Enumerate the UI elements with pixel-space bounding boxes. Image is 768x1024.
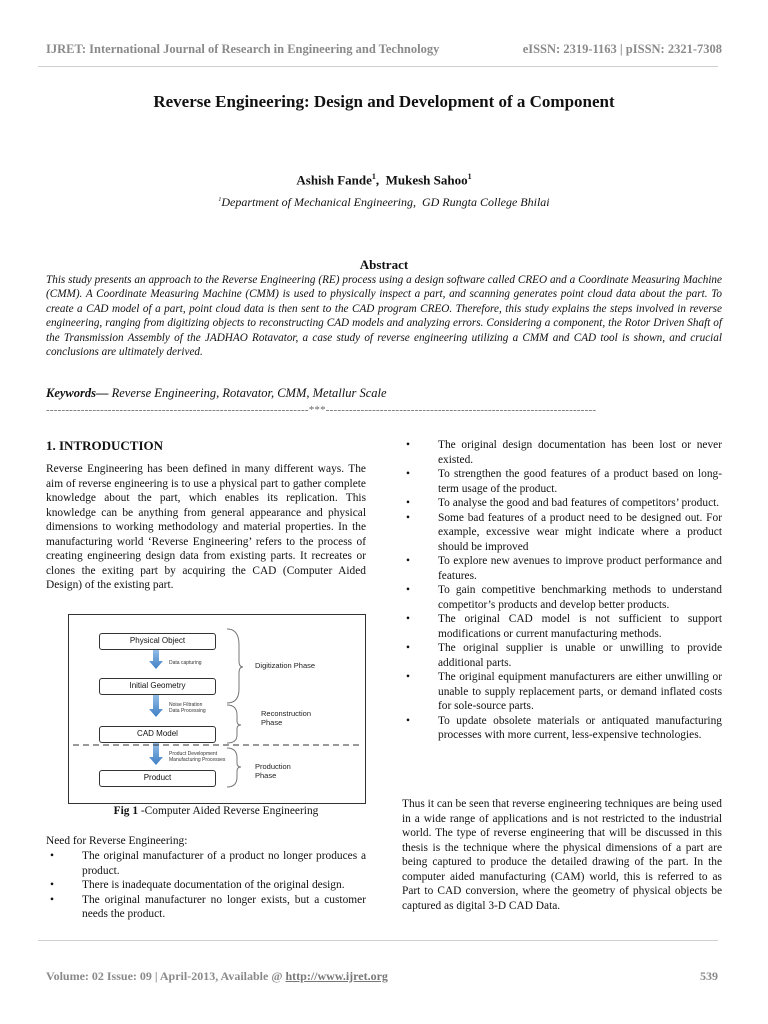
figure-caption-label: Fig 1	[113, 805, 139, 817]
intro-heading: 1. INTRODUCTION	[46, 438, 164, 453]
list-item: • The original supplier is unable or unwilling to provide additional parts.	[402, 641, 722, 670]
keywords-label: Keywords—	[46, 386, 109, 400]
phase-production-1: Production	[255, 762, 291, 771]
abstract-heading: Abstract	[359, 257, 409, 272]
label-data-processing: Data Processing	[169, 708, 206, 714]
abstract-text: This study presents an approach to the Reverse Engineering (RE) process using a design software called CREO and a Coordinate Measuring Machine (CMM). A Coordinate Measuring Machine (CMM) is used to physically inspect a part, and scanning generates point cloud data about the part. To create a CAD model of a part, point cloud data is then sent to the CAD program CREO. Therefore, this study explains the steps involved in reverse engineering, ranging from digitizing objects to reconstructing CAD models and analyzing errors. Considering a component, the Rotor Driven Shaft of the Transmission Assembly of the JADHAO Rotavator, a case study of reverse engineering utilizing a CMM and CAD tool is shown, and crucial conclusions are ultimately derived.	[46, 274, 722, 359]
header-rule	[38, 66, 718, 67]
brace-production	[227, 748, 241, 787]
figure-1	[68, 614, 366, 804]
affiliation-text: Department of Mechanical Engineering, GD Rungta College Bhilai	[221, 195, 550, 209]
label-data-capturing: Data capturing	[169, 660, 202, 666]
phase-reconstruction-1: Reconstruction	[261, 709, 312, 718]
list-item: • The original manufacturer no longer exists, but a customer needs the product.	[46, 893, 366, 922]
box-cad-model: CAD Model	[99, 726, 216, 743]
paper-title: Reverse Engineering: Design and Development of a Component	[153, 92, 615, 111]
affiliation	[0, 195, 768, 210]
intro-paragraph: Reverse Engineering has been defined in many different ways. The aim of reverse engineering is to use a physical part to gather complete knowledge about the part, which enables its replication. This knowledge can be anything from general appearance and physical dimensions to working methodology and material properties. In the manufacturing world ‘Reverse Engineering’ refers to the process of creating engineering design data from existing parts. It recreates or clones the exiting part by acquiring the CAD (Computer Aided Design) of the existing part.	[46, 463, 366, 591]
keywords-text: Reverse Engineering, Rotavator, CMM, Metallur Scale	[108, 386, 387, 400]
list-item: • The original design documentation has been lost or never existed.	[402, 438, 722, 467]
box-product: Product	[99, 770, 216, 787]
author-1: Ashish Fande	[296, 172, 372, 188]
figure-caption-text: -Computer Aided Reverse Engineering	[138, 805, 319, 817]
list-item: • Some bad features of a product need to be designed out. For example, excessive wear might indicate where a product should be improved	[402, 511, 722, 555]
box-physical-object: Physical Object	[99, 633, 216, 650]
footer-volume	[46, 969, 388, 984]
list-item: • To gain competitive benchmarking methods to understand competitor’s products and develop better products.	[402, 583, 722, 612]
keywords	[46, 386, 387, 401]
need-heading: Need for Reverse Engineering:	[46, 835, 188, 847]
author-2: Mukesh Sahoo	[385, 172, 468, 188]
phase-reconstruction-2: Phase	[261, 718, 283, 727]
need-list-left	[46, 849, 366, 922]
phase-digitization: Digitization Phase	[255, 661, 316, 670]
need-list-right	[402, 438, 722, 743]
footer-link[interactable]: http://www.ijret.org	[285, 969, 388, 983]
figure-caption	[68, 805, 364, 817]
arrow-1	[149, 648, 163, 669]
list-item: • To update obsolete materials or antiquated manufacturing processes with more current, less-expensive technologies.	[402, 714, 722, 743]
label-product-development: Product Development	[169, 751, 218, 757]
list-item: • The original manufacturer of a product no longer produces a product.	[46, 849, 366, 878]
brace-digitization	[227, 629, 243, 703]
list-item: • There is inadequate documentation of the original design.	[46, 878, 366, 893]
label-manufacturing-processes: Manufacturing Processes	[169, 757, 226, 763]
authors	[0, 172, 768, 188]
affiliation-sup: 1	[218, 197, 222, 203]
section-separator: --------------------------------------------------------------------***----------------------------------------------------------------------	[46, 404, 597, 416]
conclusion-paragraph: Thus it can be seen that reverse engineering techniques are being used in a wide range of applications and is not restricted to the industrial world. The type of reverse engineering that will be discussed in this thesis is the technique where the physical dimensions of a part are being captured to produce the detailed drawing of the part. In the computer aided manufacturing (CAM) world, this is referred to as Part to CAD conversion, where the geometry of physical objects be captured as digital 3-D CAD Data.	[402, 798, 722, 912]
box-initial-geometry: Initial Geometry	[99, 678, 216, 695]
page-number: 539	[700, 969, 718, 983]
author-separator: ,	[375, 172, 386, 188]
footer-volume-text: Volume: 02 Issue: 09 | April-2013, Available @	[46, 969, 286, 983]
author-1-sup: 1	[371, 172, 376, 181]
arrow-2	[149, 693, 163, 717]
journal-header: IJRET: International Journal of Research in Engineering and Technology	[46, 42, 440, 56]
footer-rule	[38, 940, 718, 941]
list-item: • To strengthen the good features of a product based on long-term usage of the product.	[402, 467, 722, 496]
phase-production-2: Phase	[255, 771, 277, 780]
list-item: • To analyse the good and bad features of competitors’ product.	[402, 496, 722, 511]
label-noise-filtration: Noise Filtration	[169, 702, 203, 708]
list-item: • The original equipment manufacturers are either unwilling or unable to supply replacement parts, or demand inflated costs for sole-source parts.	[402, 670, 722, 714]
list-item: • To explore new avenues to improve product performance and features.	[402, 554, 722, 583]
issn-header: eISSN: 2319-1163 | pISSN: 2321-7308	[522, 42, 722, 56]
list-item: • The original CAD model is not sufficient to support modifications or current manufacturing methods.	[402, 612, 722, 641]
brace-reconstruction	[227, 705, 241, 743]
author-2-sup: 1	[467, 172, 472, 181]
